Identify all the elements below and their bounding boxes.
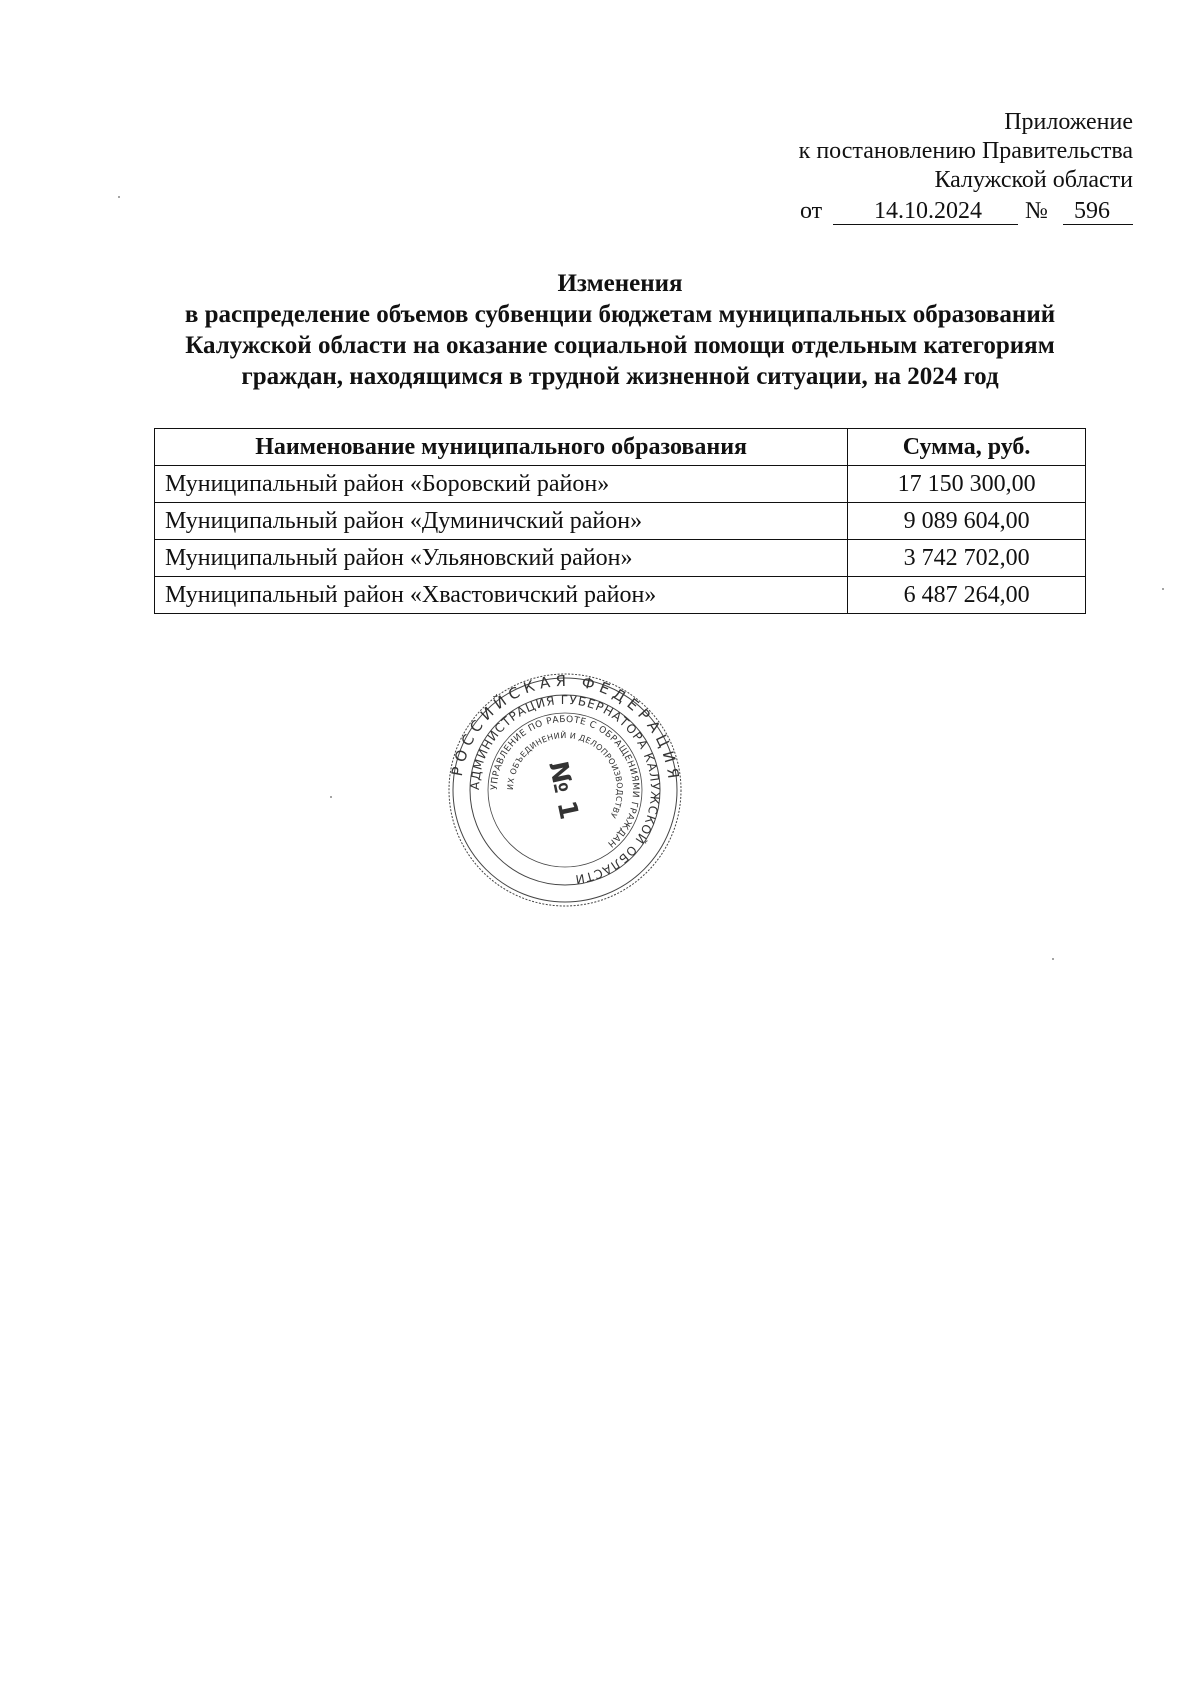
table-row [155, 577, 1086, 614]
date-number-line [800, 198, 1135, 228]
column-header-name: Наименование муниципального образования [155, 429, 848, 466]
seal-ring3-text: УПРАВЛЕНИЕ ПО РАБОТЕ С ОБРАЩЕНИЯМИ ГРАЖДАН [489, 714, 641, 849]
scan-speck [1052, 958, 1054, 960]
seal-outer-text: РОССИЙСКАЯ ФЕДЕРАЦИЯ [447, 672, 683, 785]
row-sum: 9 089 604,00 [848, 503, 1086, 540]
number-value: 596 [1074, 198, 1110, 224]
scan-speck [118, 196, 120, 198]
seal-ring2-text: АДМИНИСТРАЦИЯ ГУБЕРНАТОРА КАЛУЖСКОЙ ОБЛАСТИ [467, 692, 663, 887]
title-heading: Изменения [557, 270, 683, 297]
row-name: Муниципальный район «Думиничский район» [155, 503, 848, 540]
scan-speck [330, 796, 332, 798]
appendix-block [799, 108, 1133, 195]
row-sum: 17 150 300,00 [848, 466, 1086, 503]
table-row [155, 466, 1086, 503]
title-line-3: граждан, находящимся в трудной жизненной ситуации, на 2024 год [241, 363, 999, 390]
appendix-line-2: к постановлению Правительства [798, 138, 1133, 164]
scan-speck [1162, 588, 1164, 590]
number-sign: № [1025, 198, 1048, 224]
title-line-1: в распределение объемов субвенции бюджетам муниципальных образований [184, 301, 1056, 328]
seal-center-text: № 1 [542, 758, 584, 823]
row-name: Муниципальный район «Боровский район» [155, 466, 848, 503]
row-sum: 3 742 702,00 [848, 540, 1086, 577]
table-row [155, 540, 1086, 577]
row-name: Муниципальный район «Ульяновский район» [155, 540, 848, 577]
column-header-sum: Сумма, руб. [848, 429, 1086, 466]
date-value: 14.10.2024 [874, 198, 982, 224]
date-prefix: от [800, 198, 823, 224]
row-sum: 6 487 264,00 [848, 577, 1086, 614]
document-title [0, 268, 1200, 392]
seal-ring4-text: ИХ ОБЪЕДИНЕНИЙ И ДЕЛОПРОИЗВОДСТВУ [505, 730, 625, 820]
distribution-table [154, 428, 1086, 614]
number-field [1063, 198, 1133, 225]
date-field [833, 198, 1018, 225]
appendix-line-3: Калужской области [934, 167, 1133, 193]
row-name: Муниципальный район «Хвастовичский район» [155, 577, 848, 614]
official-seal-stamp [447, 672, 683, 908]
appendix-line-1: Приложение [1004, 109, 1133, 135]
table-row [155, 503, 1086, 540]
table-header-row [155, 429, 1086, 466]
title-line-2: Калужской области на оказание социальной помощи отдельным категориям [185, 332, 1055, 359]
